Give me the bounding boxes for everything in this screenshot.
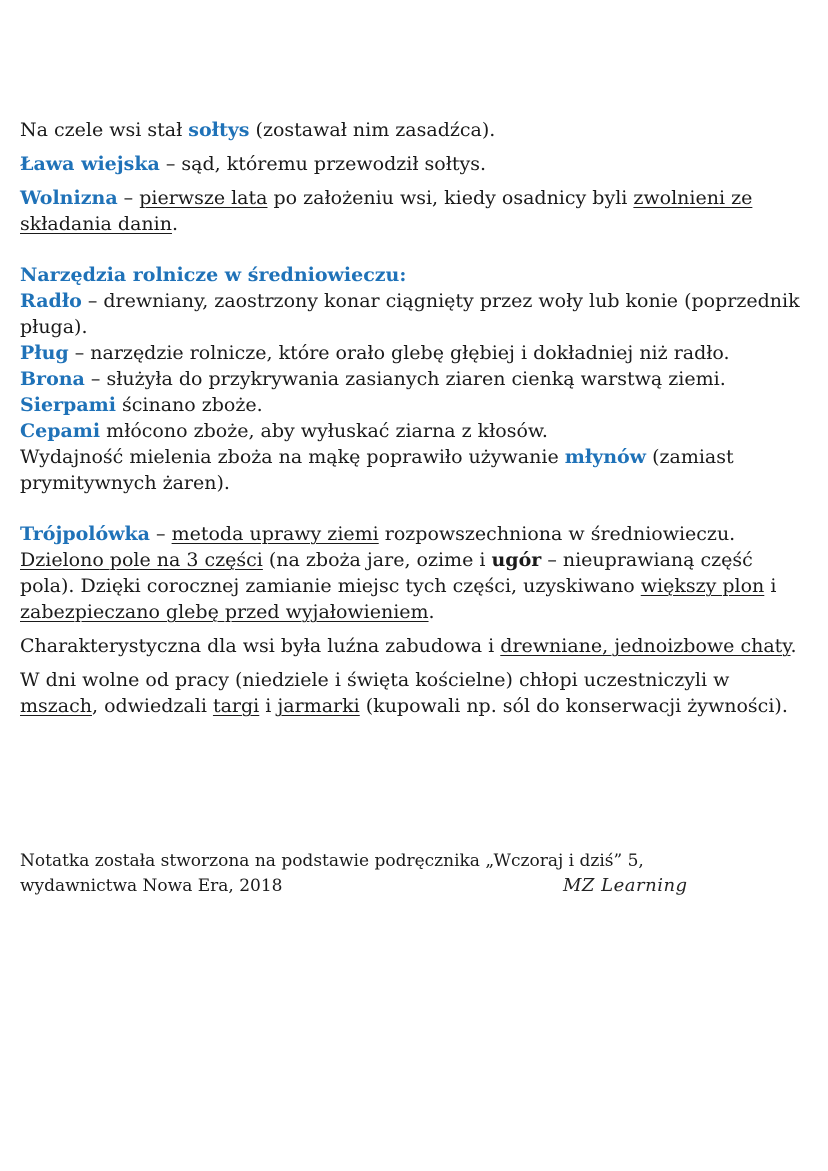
paragraph-trojpolowka: Trójpolówka – metoda uprawy ziemi rozpowszechniona w średniowieczu. Dzielono pole na 3 części (na zboża jare, ozime i ugór – nieuprawianą część pola). Dzięki corocznej zamianie miejsc tych części, uzyskiwano większy plon i zabezpieczano glebę przed wyjałowieniem. <box>20 523 777 623</box>
tools-heading: Narzędzia rolnicze w średniowieczu: <box>20 264 407 286</box>
note-content <box>20 117 810 719</box>
tool-plug: Pług – narzędzie rolnicze, które orało glebę głębiej i dokładniej niż radło. <box>20 342 730 364</box>
tool-mlyn: Wydajność mielenia zboża na mąkę poprawiło używanie młynów (zamiast prymitywnych żaren). <box>20 446 734 494</box>
paragraph-zabudowa: Charakterystyczna dla wsi była luźna zabudowa i drewniane, jednoizbowe chaty. <box>20 635 797 657</box>
tools-section <box>20 262 810 496</box>
term-wolnizna: Wolnizna <box>20 187 118 209</box>
term-trojpolowka: Trójpolówka <box>20 523 150 545</box>
author-signature: MZ Learning <box>563 875 688 896</box>
tool-cep: Cepami młócono zboże, aby wyłuskać ziarna z kłosów. <box>20 420 548 442</box>
tool-sierp: Sierpami ścinano zboże. <box>20 394 263 416</box>
paragraph-dni-wolne: W dni wolne od pracy (niedziele i święta kościelne) chłopi uczestniczyli w mszach, odwiedzali targi i jarmarki (kupowali np. sól do konserwacji żywności). <box>20 669 788 717</box>
term-soltys: sołtys <box>188 119 250 141</box>
paragraph-soltys: Na czele wsi stał sołtys (zostawał nim zasadźca). <box>20 119 496 141</box>
paragraph-wolnizna: Wolnizna – pierwsze lata po założeniu wsi, kiedy osadnicy byli zwolnieni ze składania danin. <box>20 187 753 235</box>
tool-radlo: Radło – drewniany, zaostrzony konar ciągnięty przez woły lub konie (poprzednik pługa). <box>20 290 800 338</box>
tool-brona: Brona – służyła do przykrywania zasianych ziaren cienką warstwą ziemi. <box>20 368 726 390</box>
paragraph-lawa: Ława wiejska – sąd, któremu przewodził sołtys. <box>20 153 487 175</box>
source-line-2: wydawnictwa Nowa Era, 2018 <box>20 876 283 896</box>
term-lawa-wiejska: Ława wiejska <box>20 153 160 175</box>
source-line-1: Notatka została stworzona na podstawie podręcznika „Wczoraj i dziś” 5, <box>20 851 644 871</box>
